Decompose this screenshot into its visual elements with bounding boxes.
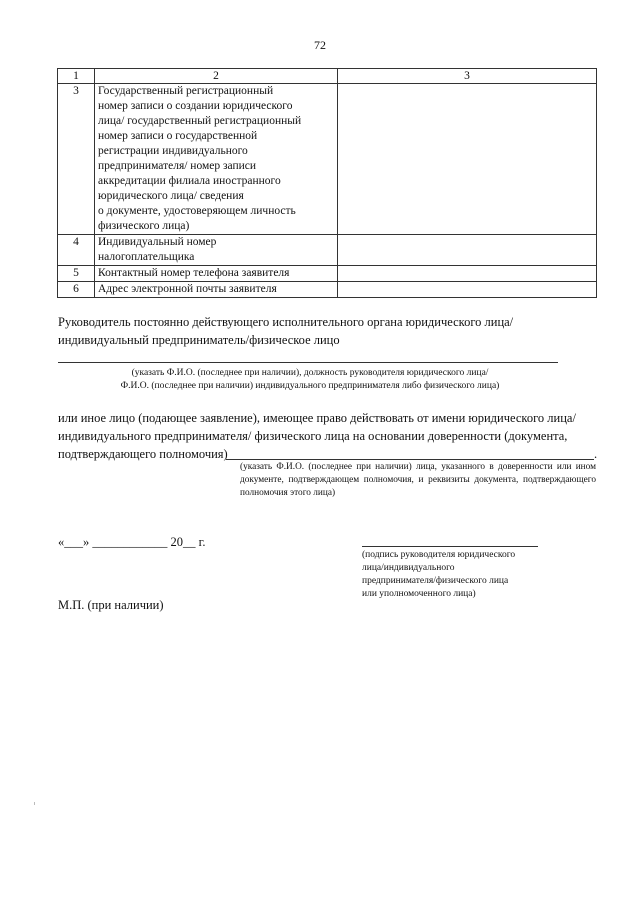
label-line: номер записи о государственной	[98, 130, 258, 142]
label-line: физического лица)	[98, 220, 190, 232]
proxy-name-input-line[interactable]	[226, 459, 594, 460]
signature-caption-line-1: (подпись руководителя юридического	[362, 550, 516, 560]
row-value-inn[interactable]	[338, 235, 597, 266]
label-line: Адрес электронной почты заявителя	[98, 283, 277, 295]
head-section-line-1: Руководитель постоянно действующего исполнительного органа юридического лица/	[58, 315, 514, 329]
column-header-2: 2	[95, 69, 338, 84]
head-name-input-line[interactable]	[58, 362, 558, 363]
row-value-phone[interactable]	[338, 266, 597, 282]
label-line: о документе, удостоверяющем личность	[98, 205, 296, 217]
signature-caption-line-2: лица/индивидуального	[362, 563, 455, 573]
row-value-registration-number[interactable]	[338, 84, 597, 235]
row-number: 3	[58, 84, 95, 235]
row-number: 5	[58, 266, 95, 282]
label-line: Государственный регистрационный	[98, 85, 274, 97]
row-label-email	[95, 282, 338, 298]
proxy-line-1: или иное лицо (подающее заявление), имеющее право действовать от имени юридического лица/	[58, 411, 576, 425]
row-number: 6	[58, 282, 95, 298]
label-line: предпринимателя/ номер записи	[98, 160, 257, 172]
label-line: аккредитации филиала иностранного	[98, 175, 281, 187]
applicant-info-table	[57, 68, 597, 298]
label-line: юридического лица/ сведения	[98, 190, 244, 202]
table-row	[58, 84, 597, 235]
label-line: Контактный номер телефона заявителя	[98, 267, 290, 279]
date-line[interactable]: «___» ____________ 20__ г.	[58, 535, 206, 549]
label-line: номер записи о создании юридического	[98, 100, 293, 112]
head-caption-line-1: (указать Ф.И.О. (последнее при наличии), должность руководителя юридического лица/	[131, 368, 489, 378]
column-header-3: 3	[338, 69, 597, 84]
proxy-line-3: подтверждающего полномочия)	[58, 447, 228, 461]
proxy-end-mark: .	[594, 447, 598, 461]
scan-artifact	[34, 802, 35, 805]
label-line: лица/ государственный регистрационный	[98, 115, 302, 127]
row-label-inn	[95, 235, 338, 266]
signature-caption-line-3: предпринимателя/физического лица	[362, 576, 509, 586]
head-section-line-2: индивидуальный предприниматель/физическое лицо	[58, 333, 340, 347]
row-value-email[interactable]	[338, 282, 597, 298]
proxy-line-2: индивидуального предпринимателя/ физического лица на основании доверенности (документа,	[58, 429, 568, 443]
stamp-place: М.П. (при наличии)	[58, 598, 164, 612]
label-line: Индивидуальный номер	[98, 236, 217, 248]
row-label-registration-number	[95, 84, 338, 235]
head-caption-line-2: Ф.И.О. (последнее при наличии) индивидуального предпринимателя либо физического лица)	[120, 381, 500, 391]
table-header-row	[58, 69, 597, 84]
table-row	[58, 266, 597, 282]
column-header-1: 1	[58, 69, 95, 84]
label-line: налогоплательщика	[98, 251, 195, 263]
table-row	[58, 282, 597, 298]
row-number: 4	[58, 235, 95, 266]
proxy-caption: (указать Ф.И.О. (последнее при наличии) лица, указанного в доверенности или ином документе, подтверждающем полномочия, и реквизиты документа, подтверждающего полномочия этого лица)	[240, 462, 596, 498]
signature-caption-line-4: или уполномоченного лица)	[362, 589, 476, 599]
table-row	[58, 235, 597, 266]
page-number: 72	[314, 38, 326, 52]
row-label-phone	[95, 266, 338, 282]
signature-line[interactable]	[362, 546, 538, 547]
label-line: регистрации индивидуального	[98, 145, 248, 157]
